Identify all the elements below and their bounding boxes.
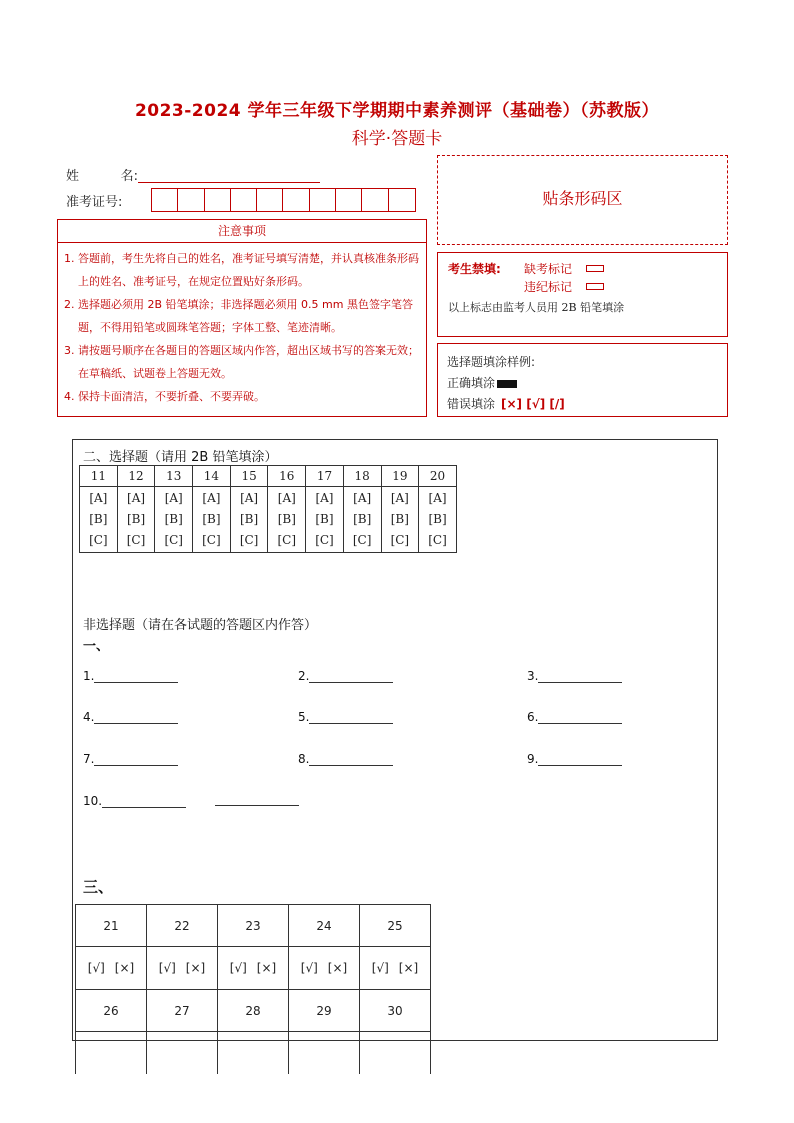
true-false-options[interactable]: [√] [×] (147, 947, 218, 990)
name-label: 姓 名: (66, 169, 138, 184)
question-number: 15 (230, 466, 268, 487)
name-field[interactable] (138, 167, 320, 183)
question-number: 14 (193, 466, 231, 487)
exam-id-digit-box[interactable] (152, 189, 178, 211)
blank-6[interactable]: 6. (527, 710, 622, 724)
true-false-options[interactable]: [√] [×] (289, 947, 360, 990)
sample-title: 选择题填涂样例: (447, 355, 536, 369)
question-number: 21 (76, 905, 147, 947)
notice-item: 2. 选择题必须用 2B 铅笔填涂；非选择题必须用 0.5 mm 黑色签字笔答题，不得用铅笔或圆珠笔答题；字体工整、笔迹清晰。 (64, 298, 413, 334)
forbidden-box (437, 252, 728, 337)
question-number: 26 (76, 990, 147, 1032)
blank-4[interactable]: 4. (83, 710, 178, 724)
filled-mark-icon (497, 380, 517, 388)
question-number: 23 (218, 905, 289, 947)
page-subtitle: 科学·答题卡 (351, 129, 443, 149)
question-number: 29 (289, 990, 360, 1032)
notice-list (57, 243, 427, 417)
exam-id-digit-box[interactable] (310, 189, 336, 211)
choice-options-cell[interactable]: [A] [B] [C] (230, 487, 268, 553)
true-false-table (75, 904, 431, 1074)
choice-options-cell[interactable]: [A] [B] [C] (193, 487, 231, 553)
choice-section-title: 二、选择题（请用 2B 铅笔填涂） (83, 450, 278, 465)
blank-2[interactable]: 2. (298, 669, 393, 683)
true-false-options[interactable]: [√] [×] (76, 947, 147, 990)
blank-7[interactable]: 7. (83, 752, 178, 766)
notice-item: 4. 保持卡面清洁，不要折叠、不要弄破。 (64, 390, 265, 403)
exam-id-digit-box[interactable] (336, 189, 362, 211)
notice-title: 注意事项 (57, 219, 427, 243)
choice-options-cell[interactable]: [A] [B] [C] (381, 487, 419, 553)
violation-mark-box[interactable] (586, 283, 604, 290)
blank-3[interactable]: 3. (527, 669, 622, 683)
question-number: 13 (155, 466, 193, 487)
nonchoice-section-title: 非选择题（请在各试题的答题区内作答） (83, 618, 318, 633)
question-number: 11 (80, 466, 118, 487)
question-number: 27 (147, 990, 218, 1032)
fill-sample-box (437, 343, 728, 417)
page-title: 2023-2024 学年三年级下学期期中素养测评（基础卷）（苏教版） (134, 101, 660, 121)
question-number: 18 (343, 466, 381, 487)
notice-item: 1. 答题前，考生先将自己的姓名，准考证号填写清楚，并认真核准条形码上的姓名、准考证号，在规定位置贴好条形码。 (64, 252, 419, 288)
blank-9[interactable]: 9. (527, 752, 622, 766)
true-false-options[interactable] (360, 1032, 431, 1074)
question-number: 19 (381, 466, 419, 487)
correct-fill-label: 正确填涂 (447, 376, 496, 390)
choice-options-cell[interactable]: [A] [B] [C] (419, 487, 457, 553)
exam-id-digit-box[interactable] (257, 189, 283, 211)
question-number: 20 (419, 466, 457, 487)
exam-id-digit-box[interactable] (389, 189, 415, 211)
name-row (66, 165, 320, 184)
blank-8[interactable]: 8. (298, 752, 393, 766)
true-false-options[interactable]: [√] [×] (360, 947, 431, 990)
blank-10[interactable]: 10. (83, 794, 186, 808)
choice-options-cell[interactable]: [A] [B] [C] (155, 487, 193, 553)
true-false-options[interactable] (147, 1032, 218, 1074)
exam-id-digit-box[interactable] (178, 189, 204, 211)
wrong-fill-marks: [×] [√] [/] (501, 397, 565, 411)
section-one-title: 一、 (83, 639, 110, 654)
true-false-options[interactable] (289, 1032, 360, 1074)
section-three-title: 三、 (83, 878, 114, 896)
absent-mark-label: 缺考标记 (524, 261, 573, 276)
barcode-area: 贴条形码区 (437, 155, 728, 245)
choice-options-cell[interactable]: [A] [B] [C] (306, 487, 344, 553)
forbidden-note: 以上标志由监考人员用 2B 铅笔填涂 (448, 301, 625, 314)
absent-mark-box[interactable] (586, 265, 604, 272)
true-false-options[interactable] (218, 1032, 289, 1074)
exam-id-label: 准考证号: (66, 194, 123, 210)
choice-answer-table (79, 465, 457, 553)
wrong-fill-label: 错误填涂 (447, 397, 496, 411)
question-number: 16 (268, 466, 306, 487)
forbidden-head: 考生禁填: (448, 261, 501, 276)
exam-id-digit-box[interactable] (231, 189, 257, 211)
choice-options-cell[interactable]: [A] [B] [C] (117, 487, 155, 553)
choice-options-cell[interactable]: [A] [B] [C] (343, 487, 381, 553)
question-number: 22 (147, 905, 218, 947)
question-number: 25 (360, 905, 431, 947)
notice-item: 3. 请按题号顺序在各题目的答题区域内作答，超出区域书写的答案无效；在草稿纸、试题卷上答题无效。 (64, 344, 419, 380)
choice-options-cell[interactable]: [A] [B] [C] (80, 487, 118, 553)
choice-options-cell[interactable]: [A] [B] [C] (268, 487, 306, 553)
true-false-options[interactable]: [√] [×] (218, 947, 289, 990)
exam-id-digit-box[interactable] (362, 189, 388, 211)
violation-mark-label: 违纪标记 (524, 279, 573, 294)
question-number: 24 (289, 905, 360, 947)
exam-id-row (66, 188, 416, 212)
true-false-options[interactable] (76, 1032, 147, 1074)
question-number: 12 (117, 466, 155, 487)
exam-id-digit-box[interactable] (205, 189, 231, 211)
blank-10-second[interactable] (215, 794, 299, 806)
exam-id-boxes (151, 188, 416, 212)
question-number: 28 (218, 990, 289, 1032)
question-number: 17 (306, 466, 344, 487)
question-number: 30 (360, 990, 431, 1032)
exam-id-digit-box[interactable] (283, 189, 309, 211)
blank-5[interactable]: 5. (298, 710, 393, 724)
blank-1[interactable]: 1. (83, 669, 178, 683)
